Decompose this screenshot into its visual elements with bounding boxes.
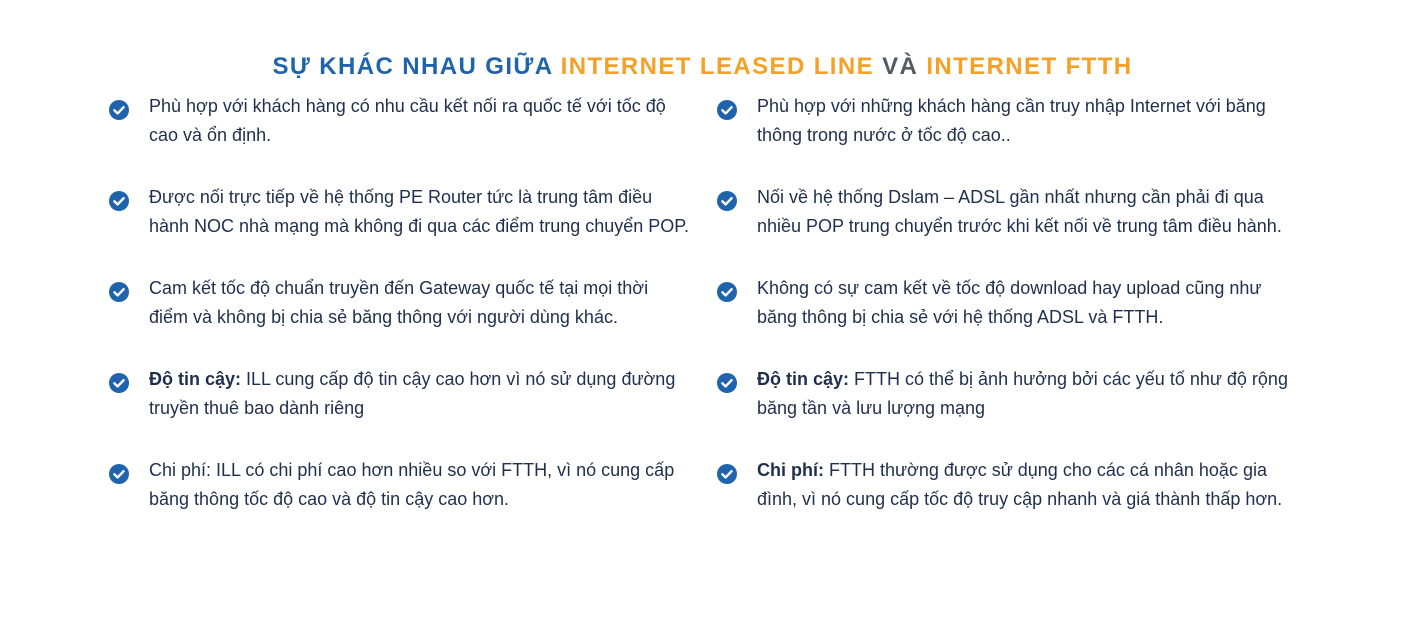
item-body: Phù hợp với những khách hàng cần truy nhập Internet với băng thông trong nước ở tốc độ cao.. [757, 96, 1266, 145]
title-part-4: INTERNET FTTH [926, 53, 1133, 80]
item-text [757, 369, 1288, 418]
item-text [757, 278, 1261, 327]
list-item [717, 365, 1297, 423]
item-bold-label: Độ tin cậy: [149, 369, 242, 389]
item-text [149, 96, 666, 145]
check-circle-icon [109, 282, 129, 302]
item-body: Chi phí: ILL có chi phí cao hơn nhiều so với FTTH, vì nó cung cấp băng thông tốc độ cao và độ tin cậy cao hơn. [149, 460, 675, 509]
check-circle-icon [717, 191, 737, 211]
item-body: Được nối trực tiếp về hệ thống PE Router tức là trung tâm điều hành NOC nhà mạng mà không đi qua các điểm trung chuyển POP. [149, 187, 689, 236]
item-body: FTTH thường được sử dụng cho các cá nhân hoặc gia đình, vì nó cung cấp tốc độ truy cập nhanh và giá thành thấp hơn. [757, 460, 1283, 509]
list-item [717, 456, 1297, 514]
leased-line-column [109, 92, 689, 547]
item-body: Cam kết tốc độ chuẩn truyền đến Gateway quốc tế tại mọi thời điểm và không bị chia sẻ băng thông với người dùng khác. [149, 278, 649, 327]
item-body: Nối về hệ thống Dslam – ADSL gần nhất nhưng cần phải đi qua nhiều POP trung chuyển trước khi kết nối về trung tâm điều hành. [757, 187, 1282, 236]
list-item [717, 92, 1297, 150]
list-item [109, 274, 689, 332]
list-item [109, 365, 689, 423]
item-body: Phù hợp với khách hàng có nhu cầu kết nối ra quốc tế với tốc độ cao và ổn định. [149, 96, 666, 145]
title-part-1: SỰ KHÁC NHAU GIỮA [272, 53, 553, 80]
ftth-column [717, 92, 1297, 547]
check-circle-icon [109, 100, 129, 120]
check-circle-icon [109, 464, 129, 484]
item-text [757, 460, 1282, 509]
item-text [149, 278, 648, 327]
check-circle-icon [717, 282, 737, 302]
item-body: Không có sự cam kết về tốc độ download hay upload cũng như băng thông bị chia sẻ với hệ thống ADSL và FTTH. [757, 278, 1262, 327]
check-circle-icon [717, 373, 737, 393]
list-item [109, 183, 689, 241]
list-item [717, 274, 1297, 332]
item-text [757, 96, 1266, 145]
page-title [0, 52, 1405, 82]
check-circle-icon [109, 373, 129, 393]
item-text [149, 460, 674, 509]
item-text [149, 369, 675, 418]
list-item [109, 456, 689, 514]
item-body: ILL cung cấp độ tin cậy cao hơn vì nó sử dụng đường truyền thuê bao dành riêng [149, 369, 676, 418]
check-circle-icon [717, 464, 737, 484]
item-bold-label: Chi phí: [757, 460, 824, 480]
item-bold-label: Độ tin cậy: [757, 369, 850, 389]
title-part-2: INTERNET LEASED LINE [560, 53, 875, 80]
list-item [717, 183, 1297, 241]
item-text [149, 187, 689, 236]
check-circle-icon [717, 100, 737, 120]
list-item [109, 92, 689, 150]
item-text [757, 187, 1282, 236]
title-part-3: VÀ [882, 53, 919, 80]
check-circle-icon [109, 191, 129, 211]
item-body: FTTH có thể bị ảnh hưởng bởi các yếu tố như độ rộng băng tần và lưu lượng mạng [757, 369, 1288, 418]
